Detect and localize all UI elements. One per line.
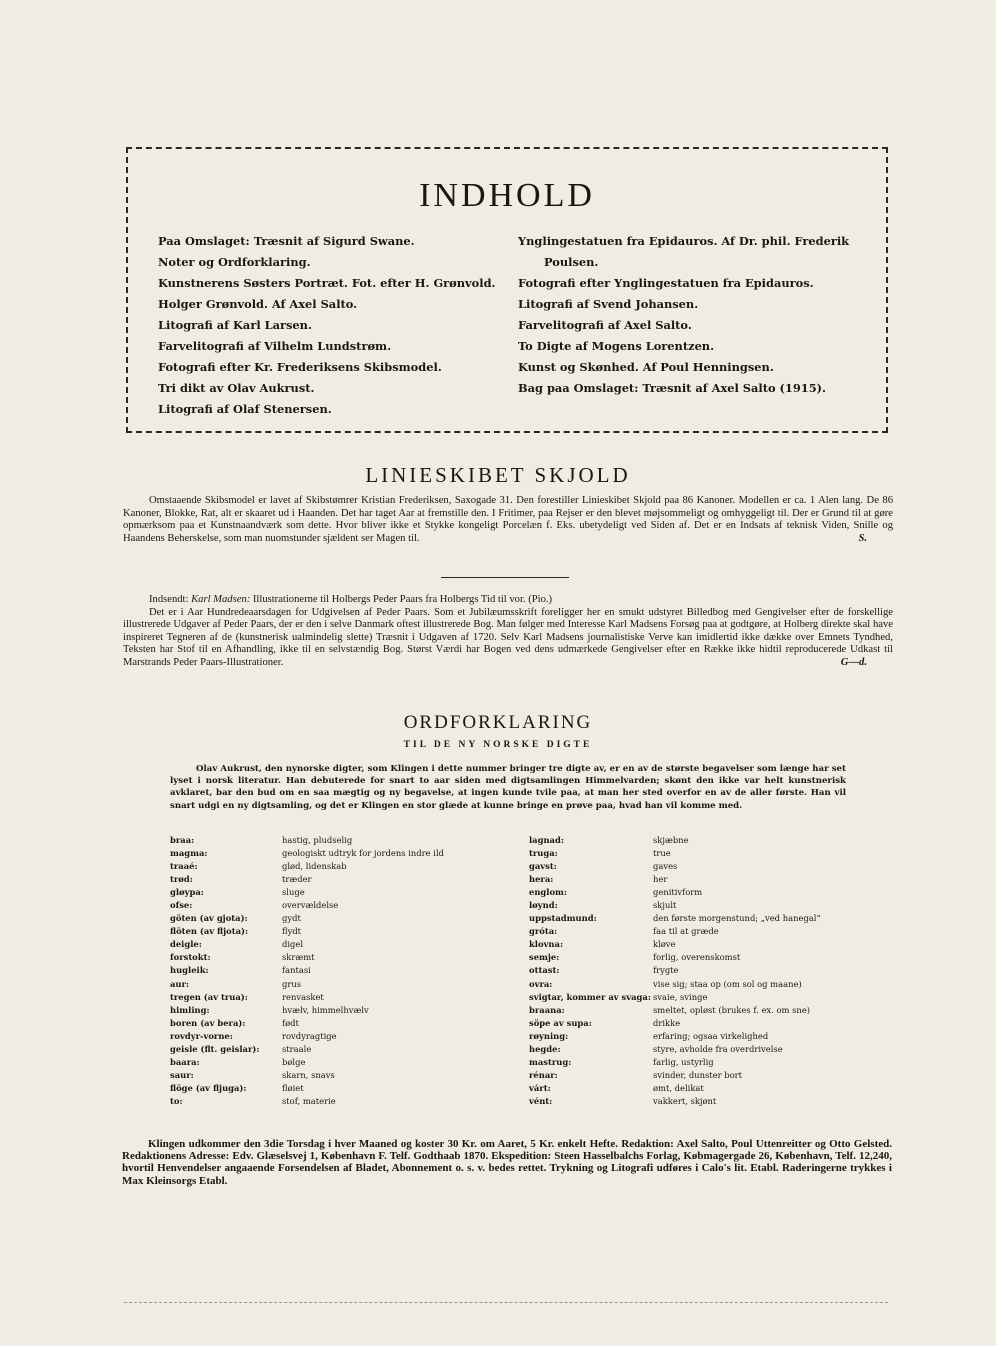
glossary-word: ottast: — [529, 965, 560, 976]
glossary-entry — [529, 1095, 879, 1108]
glossary-meaning: fløiet — [282, 1082, 304, 1093]
glossary-entry — [529, 847, 879, 860]
glossary-entry — [170, 860, 520, 873]
glossary-word: rénar: — [529, 1069, 558, 1080]
contents-item: Noter og Ordforklaring. — [158, 255, 311, 269]
glossary-word: ofse: — [170, 900, 193, 911]
glossary-entry — [529, 860, 879, 873]
glossary-meaning: true — [653, 848, 671, 859]
glossary-entry — [170, 1095, 520, 1108]
glossary-meaning: bølge — [282, 1056, 306, 1067]
glossary-meaning: stof, materie — [282, 1095, 336, 1106]
ordforklaring-heading: ORDFORKLARING — [403, 712, 593, 733]
glossary-meaning: forlig, overenskomst — [653, 952, 741, 963]
contents-item: Fotografi efter Ynglingestatuen fra Epidauros. — [518, 276, 814, 290]
glossary-meaning: vakkert, skjønt — [653, 1095, 717, 1106]
glossary-word: englom: — [529, 887, 567, 898]
glossary-entry — [170, 1082, 520, 1095]
glossary-word: vént: — [529, 1095, 553, 1106]
glossary-meaning: genitivform — [653, 887, 703, 898]
glossary-meaning: digel — [282, 939, 304, 950]
glossary-entry — [170, 899, 520, 912]
glossary-entry — [170, 1043, 520, 1056]
indsendt-text: Det er i Aar Hundredeaarsdagen for Udgivelsen af Peder Paars. Som et Jubilæumsskrift foreligger her en smukt udstyret Billedbog med Gengivelser efter de forskellige illustrerede Udgaver af Peder Paars, der er den i selve Danmark oftest illustrerede Bog. Man følger med Interesse Karl Madsens Forsøg paa at godtgøre, at Holberg direkte skal have inspireret Tegneren af de (kunstnerisk ualmindelig slette) Træsnit i Udgaven af 1720. Selv Karl Madsens journalistiske Verve kan imidlertid ikke dække over Emnets Tyndhed, Teksten har Stof til en Afhandling, ikke til en selvstændig Bog. Størst Værdi har Bogen ved dens udmærkede Gengivelser efter en Række ikke hidtil reproducerede Udkast til Marstrands Peder Paars-Illustrationer. — [123, 606, 893, 668]
glossary-meaning: vise sig; staa op (om sol og maane) — [653, 978, 802, 989]
glossary-meaning: den første morgenstund; „ved hanegal“ — [653, 913, 821, 924]
glossary-meaning: farlig, ustyrlig — [653, 1056, 714, 1067]
glossary-meaning: skjæbne — [653, 835, 689, 845]
glossary-meaning: svinder, dunster bort — [653, 1069, 743, 1080]
contents-item: Litografi af Olaf Stenersen. — [158, 402, 332, 416]
glossary-word: flöten (av fljota): — [170, 926, 249, 937]
glossary-entry — [170, 873, 520, 886]
glossary-meaning: svaie, svinge — [653, 991, 708, 1002]
glossary-meaning: gaves — [653, 861, 678, 872]
contents-item: Litografi af Svend Johansen. — [518, 297, 699, 311]
ordforklaring-intro — [170, 763, 846, 812]
glossary-word: løynd: — [529, 900, 558, 911]
glossary-entry — [170, 834, 520, 847]
glossary-word: aur: — [170, 978, 190, 989]
glossary-word: traaé: — [170, 861, 198, 872]
glossary-entry — [529, 951, 879, 964]
glossary-word: røyning: — [529, 1030, 569, 1041]
indsendt-signature: G—d. — [840, 656, 867, 668]
glossary-entry — [529, 912, 879, 925]
glossary-word: klovna: — [529, 939, 564, 950]
skjold-heading: LINIESKIBET SKJOLD — [365, 463, 631, 487]
glossary-meaning: fantasi — [282, 965, 311, 976]
glossary-entry — [170, 886, 520, 899]
colophon-text: Klingen udkommer den 3die Torsdag i hver Maaned og koster 30 Kr. om Aaret, 5 Kr. enkelt Hefte. Redaktion: Axel Salto, Poul Uttenreitter og Otto Gelsted. Redaktionens Adresse: Edv. Glæselsvej 1, København F. Telf. Godthaab 1870. Ekspedition: Steen Hasselbalchs Forlag, Købmagergade 26, København, Telf. 12,240, hvortil Henvendelser angaaende Forsendelsen af Bladet, Abonnement o. s. v. bedes rettet. Trykning og Litografi udføres i Calo's lit. Etabl. Raderingerne trykkes i Max Kleinsorgs Etabl. — [122, 1138, 892, 1187]
glossary-meaning: flydt — [282, 926, 302, 937]
skjold-text: Omstaaende Skibsmodel er lavet af Skibstømrer Kristian Frederiksen, Saxogade 31. Den forestiller Linieskibet Skjold paa 86 Kanoner. Modellen er ca. 1 Alen lang. De 86 Kanoner, Blokke, Rat, alt er skaaret ud i Haanden. Det har taget Aar at fremstille den. I Fritimer, paa Rejser er den blevet møjsommeligt og omhyggeligt til. Der er Grund til at gøre opmærksom paa et Kunstnaandværk som dette. Hvor bliver ikke et Stykke kongeligt Porcelæn f. Eks. ubetydeligt ved Siden af. Det er en Indsats af teknisk Viden, Snille og Haandens Beherskelse, som man nuomstunder sjældent ser Magen til. — [123, 495, 893, 544]
glossary-meaning: kløve — [653, 939, 676, 950]
colophon — [122, 1138, 892, 1187]
glossary-meaning: faa til at græde — [653, 926, 719, 937]
glossary-meaning: træder — [282, 874, 312, 885]
glossary-entry — [529, 1082, 879, 1095]
glossary-meaning: drikke — [653, 1017, 681, 1028]
glossary-word: uppstadmund: — [529, 913, 597, 924]
glossary-word: saur: — [170, 1069, 194, 1080]
glossary-word: svigtar, kommer av svaga: — [529, 991, 651, 1002]
glossary-word: hera: — [529, 874, 554, 885]
glossary-word: forstokt: — [170, 952, 211, 963]
glossary-meaning: skræmt — [282, 952, 315, 963]
glossary-entry — [170, 951, 520, 964]
glossary-word: semje: — [529, 952, 560, 963]
glossary-entry — [170, 1030, 520, 1043]
glossary-word: geisle (flt. geislar): — [170, 1043, 260, 1054]
glossary-word: ovra: — [529, 978, 553, 989]
bottom-dashed-rule — [124, 1302, 888, 1303]
indsendt-author: Karl Madsen: — [191, 594, 251, 605]
glossary-word: flöge (av fljuga): — [170, 1082, 247, 1093]
glossary-entry — [170, 964, 520, 977]
glossary-word: truga: — [529, 848, 558, 859]
glossary-entry — [170, 991, 520, 1004]
glossary-word: tregen (av trua): — [170, 991, 248, 1002]
glossary-word: göten (av gjota): — [170, 913, 248, 924]
ordforklaring-subtitle: TIL DE NY NORSKE DIGTE — [403, 740, 593, 750]
glossary-meaning: gydt — [282, 913, 301, 924]
glossary-meaning: glød, lidenskab — [282, 861, 347, 872]
glossary-entry — [170, 978, 520, 991]
contents-box — [126, 147, 888, 433]
glossary-word: gróta: — [529, 926, 558, 937]
contents-item: Farvelitografi af Vilhelm Lundstrøm. — [158, 339, 392, 353]
indsendt-line: Illustrationerne til Holbergs Peder Paars fra Holbergs Tid til vor. (Pio.) — [252, 594, 553, 605]
glossary-entry — [529, 899, 879, 912]
glossary-word: söpe av supa: — [529, 1017, 592, 1028]
glossary-word: magma: — [170, 848, 208, 859]
glossary-word: to: — [170, 1095, 183, 1106]
glossary-entry — [170, 1056, 520, 1069]
glossary-meaning: rovdyragtige — [282, 1030, 337, 1041]
glossary-entry — [529, 964, 879, 977]
glossary-entry — [170, 938, 520, 951]
glossary-entry — [529, 1056, 879, 1069]
contents-item: Paa Omslaget: Træsnit af Sigurd Swane. — [158, 234, 415, 248]
contents-item: Ynglingestatuen fra Epidauros. Af Dr. phil. Frederik — [518, 234, 850, 248]
glossary-meaning: renvasket — [282, 991, 324, 1002]
contents-title: INDHOLD — [419, 177, 595, 214]
glossary-meaning: ømt, delikat — [653, 1082, 704, 1093]
glossary-meaning: smeltet, opløst (brukes f. ex. om sne) — [653, 1004, 811, 1015]
glossary-meaning: skarn, snavs — [282, 1069, 335, 1080]
indsendt-article — [123, 594, 893, 670]
contents-left-column — [158, 231, 508, 420]
glossary-entry — [529, 873, 879, 886]
glossary-meaning: født — [282, 1017, 299, 1028]
contents-item: Kunst og Skønhed. Af Poul Henningsen. — [518, 360, 774, 374]
glossary-entry — [170, 1004, 520, 1017]
section-divider — [441, 577, 569, 578]
contents-item: Farvelitografi af Axel Salto. — [518, 318, 692, 332]
skjold-signature: S. — [858, 532, 867, 544]
glossary-entry — [529, 938, 879, 951]
glossary-word: hegde: — [529, 1043, 561, 1054]
contents-right-column — [518, 231, 870, 399]
glossary-word: lagnad: — [529, 835, 564, 845]
glossary-entry — [529, 834, 879, 847]
glossary-meaning: grus — [282, 978, 302, 989]
glossary-entry — [170, 847, 520, 860]
glossary-entry — [529, 925, 879, 938]
glossary-word: rovdyr-vorne: — [170, 1030, 233, 1041]
glossary-entry — [529, 1017, 879, 1030]
glossary-left-column — [170, 834, 520, 1108]
contents-item: Fotografi efter Kr. Frederiksens Skibsmodel. — [158, 360, 442, 374]
glossary-meaning: hvælv, himmelhvælv — [282, 1004, 369, 1015]
contents-item: Holger Grønvold. Af Axel Salto. — [158, 297, 358, 311]
skjold-article — [123, 495, 893, 545]
glossary-word: hugleik: — [170, 965, 209, 976]
glossary-meaning: her — [653, 874, 668, 885]
contents-item: Bag paa Omslaget: Træsnit af Axel Salto (1915). — [518, 381, 826, 395]
glossary-word: baara: — [170, 1056, 200, 1067]
glossary-entry — [529, 886, 879, 899]
glossary-word: mastrug: — [529, 1056, 572, 1067]
glossary-meaning: styre, avholde fra overdrivelse — [653, 1043, 783, 1054]
glossary-word: gavst: — [529, 861, 557, 872]
glossary-entry — [529, 1004, 879, 1017]
glossary-meaning: hastig, pludselig — [282, 835, 353, 845]
glossary-meaning: frygte — [653, 965, 679, 976]
glossary-meaning: skjult — [653, 900, 677, 911]
glossary-word: trød: — [170, 874, 193, 885]
glossary-entry — [170, 1069, 520, 1082]
glossary-entry — [529, 1069, 879, 1082]
glossary-word: braana: — [529, 1004, 565, 1015]
contents-item-continuation: Poulsen. — [544, 255, 599, 269]
glossary-entry — [529, 978, 879, 991]
glossary-word: deigle: — [170, 939, 202, 950]
contents-item: To Digte af Mogens Lorentzen. — [518, 339, 715, 353]
contents-item: Kunstnerens Søsters Portræt. Fot. efter H. Grønvold. — [158, 276, 496, 290]
glossary-meaning: geologiskt udtryk for jordens indre ild — [282, 848, 445, 859]
glossary-meaning: sluge — [282, 887, 305, 898]
glossary-meaning: straale — [282, 1043, 312, 1054]
glossary-entry — [529, 1030, 879, 1043]
glossary-entry — [170, 1017, 520, 1030]
glossary-entry — [529, 991, 879, 1004]
glossary-word: himling: — [170, 1004, 210, 1015]
contents-item: Tri dikt av Olav Aukrust. — [158, 381, 315, 395]
ordforklaring-intro-text: Olav Aukrust, den nynorske digter, som Klingen i dette nummer bringer tre digte av, er en av de største begavelser som længe har set lyset i norsk literatur. Han debuterede for snart to aar siden med digtsamlingen Himmelvarden; skønt den ikke var helt kunstnerisk avklaret, bar den bud om en saa mægtig og ny begavelse, at ingen kunde tvile paa, at man her sted overfor en av de aller første. Han vil snart udgi en ny digtsamling, og det er Klingen en stor glæde at kunne bringe en prøve paa, hvad han vil komme med. — [170, 764, 846, 811]
glossary-meaning: overvældelse — [282, 900, 339, 911]
glossary-word: gløypa: — [170, 887, 204, 898]
glossary-entry — [529, 1043, 879, 1056]
glossary-word: braa: — [170, 835, 195, 845]
contents-item: Litografi af Karl Larsen. — [158, 318, 312, 332]
glossary-right-column — [529, 834, 879, 1108]
glossary-word: várt: — [529, 1082, 551, 1093]
glossary-meaning: erfaring; ogsaa virkelighed — [653, 1030, 769, 1041]
glossary-word: boren (av bera): — [170, 1017, 246, 1028]
glossary-entry — [170, 912, 520, 925]
glossary-entry — [170, 925, 520, 938]
indsendt-label: Indsendt: — [149, 594, 189, 605]
